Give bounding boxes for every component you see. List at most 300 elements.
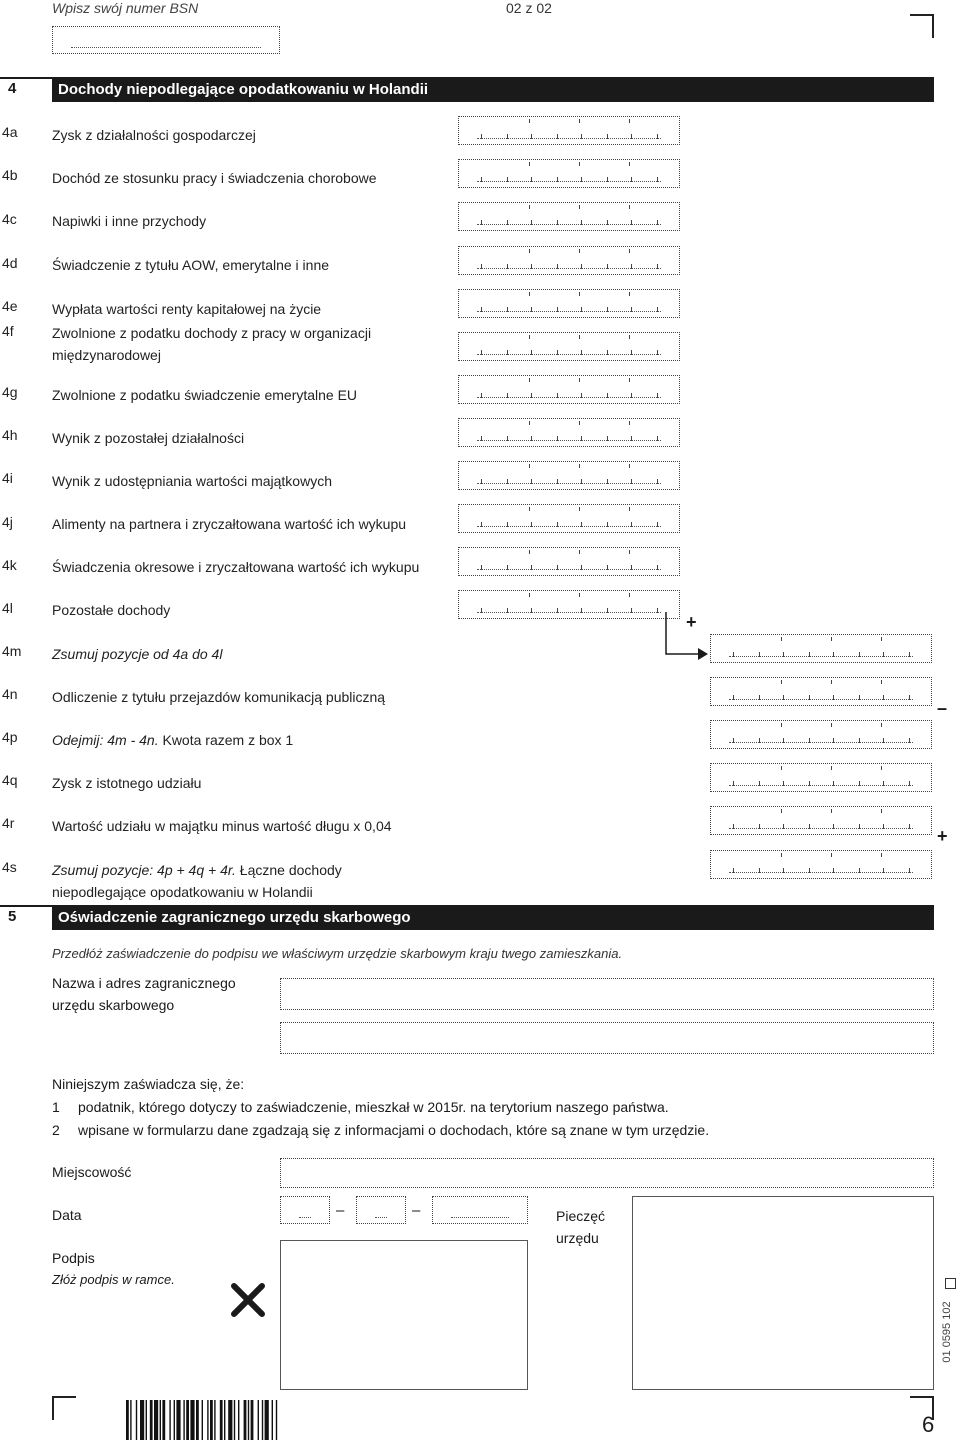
date-year-input[interactable] [432,1196,528,1224]
section-5-instruction: Przedłóż zaświadczenie do podpisu we właściwym urzędzie skarbowym kraju twego zamieszkania. [52,946,623,961]
field-tick [579,335,580,339]
field-tick [909,781,910,786]
field-tick [881,680,882,684]
barcode-bar [265,1400,269,1440]
certifies-text: Niniejszym zaświadcza się, że: [52,1076,245,1092]
field-tick [581,177,582,182]
row-label-text: Świadczenia okresowe i zryczałtowana wartość ich wykupu [52,559,420,575]
field-tick [831,809,832,813]
field-tick [481,350,482,355]
row-code-4h: 4h [2,427,18,443]
field-tick [759,868,760,873]
barcode-bar [186,1400,189,1440]
field-tick [881,723,882,727]
amount-input-4q[interactable] [710,763,932,792]
field-tick [629,335,630,339]
barcode-bar [146,1400,147,1440]
field-tick [631,393,632,398]
barcode-bar [214,1400,215,1440]
field-tick [781,809,782,813]
field-tick [657,350,658,355]
row-label-text: Wypłata wartości renty kapitałowej na życie [52,301,322,317]
row-label-4p [52,729,432,751]
field-tick [831,723,832,727]
field-tick [507,307,508,312]
field-tick [579,421,580,425]
row-label-text: Świadczenie z tytułu AOW, emerytalne i inne [52,257,330,273]
field-tick [883,824,884,829]
field-tick [579,593,580,597]
field-tick [781,766,782,770]
field-tick [629,507,630,511]
amount-input-4g[interactable] [458,375,680,404]
field-tick [507,608,508,613]
row-label-text: Zsumuj pozycje od 4a do 4l [52,646,223,662]
field-tick [657,393,658,398]
amount-input-4r[interactable] [710,806,932,835]
field-tick [507,134,508,139]
field-tick [579,205,580,209]
field-tick [481,436,482,441]
office-label: Nazwa i adres zagranicznego urzędu skarbowego [52,975,236,1013]
plus-sign-4l: + [686,612,697,632]
field-tick [579,507,580,511]
amount-input-4s[interactable] [710,850,932,879]
signature-cross-icon [228,1280,270,1320]
field-tick [557,393,558,398]
row-label-text: Napiwki i inne przychody [52,213,207,229]
row-label-text: Pozostałe dochody [52,602,171,618]
barcode-bar [174,1400,175,1440]
amount-input-4f[interactable] [458,332,680,361]
corner-mark-top-right [910,14,934,38]
row-code-4s: 4s [2,859,17,875]
row-label-4j [52,513,432,535]
bsn-input[interactable] [52,26,280,54]
row-label-text: Zwolnione z podatku dochody z pracy w organizacji międzynarodowej [52,325,372,363]
field-tick [629,249,630,253]
row-code-4d: 4d [2,255,18,271]
barcode-bar [154,1400,158,1440]
field-tick [629,593,630,597]
row-label-4n [52,686,432,708]
corner-mark-bottom-left [52,1396,76,1420]
field-tick [481,608,482,613]
field-tick [629,119,630,123]
date-label: Data [52,1207,82,1223]
field-tick [881,809,882,813]
amount-input-4k[interactable] [458,547,680,576]
field-tick [809,868,810,873]
row-code-4g: 4g [2,384,18,400]
barcode-bar [136,1400,137,1440]
field-tick [557,220,558,225]
field-tick [631,307,632,312]
barcode-bar [262,1400,263,1440]
statement-1-text: podatnik, którego dotyczy to zaświadczenie, mieszkał w 2015r. na terytorium naszego państwa. [78,1099,669,1115]
office-address-input[interactable] [280,1022,934,1054]
stamp-area[interactable] [632,1196,934,1390]
field-tick [909,695,910,700]
field-tick [581,393,582,398]
form-code-text: 01 0595 102 [941,1301,953,1363]
date-separator-2: – [412,1202,421,1219]
field-tick [529,249,530,253]
field-tick [579,378,580,382]
field-tick [581,608,582,613]
field-tick [531,220,532,225]
field-tick [833,824,834,829]
field-tick [831,637,832,641]
barcode [126,1400,354,1440]
field-tick [531,436,532,441]
barcode-bar [238,1400,239,1440]
barcode-bar [202,1400,203,1440]
row-label-text: Wynik z pozostałej działalności [52,430,245,446]
barcode-bar [248,1400,249,1440]
field-tick [631,608,632,613]
barcode-bar [169,1400,170,1440]
field-tick [859,868,860,873]
field-tick [607,522,608,527]
amount-input-4l[interactable] [458,590,680,619]
page-indicator: 02 z 02 [506,0,552,16]
field-tick [581,522,582,527]
amount-input-4p[interactable] [710,720,932,749]
barcode-bar [183,1400,184,1440]
field-tick [657,307,658,312]
field-tick [831,680,832,684]
field-tick [657,134,658,139]
bsn-label: Wpisz swój numer BSN [52,0,199,16]
field-tick [481,264,482,269]
field-tick [579,162,580,166]
field-tick [809,652,810,657]
field-tick [759,781,760,786]
field-tick [529,464,530,468]
row-label-instruction: Odejmij: 4m - 4n. [52,732,159,748]
field-tick [529,593,530,597]
field-tick [581,307,582,312]
field-tick [531,479,532,484]
place-label: Miejscowość [52,1164,132,1180]
page-number: 6 [922,1412,935,1437]
signature-area[interactable] [280,1240,528,1390]
barcode-bar [160,1400,161,1440]
field-tick [783,868,784,873]
row-label-4i [52,470,432,492]
field-tick [833,781,834,786]
row-code-4e: 4e [2,298,18,314]
row-code-4p: 4p [2,729,18,745]
field-tick [629,205,630,209]
field-tick [579,550,580,554]
field-tick [733,695,734,700]
field-tick [781,853,782,857]
row-label-text: Dochód ze stosunku pracy i świadczenia chorobowe [52,170,377,186]
field-tick [507,479,508,484]
signature-hint: Złóż podpis w ramce. [52,1272,175,1287]
field-tick [581,479,582,484]
row-label-4k [52,556,432,578]
field-tick [909,738,910,743]
field-tick [629,464,630,468]
field-tick [783,824,784,829]
section-5-number: 5 [8,908,17,925]
field-tick [529,378,530,382]
field-tick [859,652,860,657]
barcode-bar [130,1400,131,1440]
row-label-4a [52,124,432,146]
amount-input-4c[interactable] [458,202,680,231]
row-label-4f [52,322,432,366]
barcode-bar [272,1400,273,1440]
field-tick [531,522,532,527]
signature-label: Podpis [52,1250,95,1266]
field-tick [557,565,558,570]
barcode-bar [234,1400,235,1440]
field-tick [733,738,734,743]
field-tick [481,565,482,570]
field-tick [529,507,530,511]
barcode-bar [224,1400,225,1440]
field-tick [631,565,632,570]
field-tick [733,868,734,873]
row-label-4g [52,384,432,406]
field-tick [557,436,558,441]
statement-2-number: 2 [52,1122,60,1138]
field-tick [833,738,834,743]
barcode-bar [276,1400,277,1440]
field-tick [631,220,632,225]
field-tick [529,335,530,339]
field-tick [581,565,582,570]
field-tick [629,292,630,296]
row-code-4m: 4m [2,643,22,659]
field-tick [607,479,608,484]
date-month-input[interactable] [356,1196,406,1224]
field-tick [529,421,530,425]
row-label-text: Alimenty na partnera i zryczałtowana wartość ich wykupu [52,516,407,532]
field-tick [607,565,608,570]
barcode-bar [251,1400,254,1440]
field-tick [607,350,608,355]
date-separator-1: – [336,1202,345,1219]
row-code-4r: 4r [2,815,15,831]
form-code [938,1280,958,1400]
field-tick [579,119,580,123]
field-tick [607,436,608,441]
field-tick [531,307,532,312]
row-code-4b: 4b [2,167,18,183]
field-tick [557,522,558,527]
field-tick [481,522,482,527]
field-tick [759,695,760,700]
field-tick [557,479,558,484]
field-tick [531,264,532,269]
place-input[interactable] [280,1158,934,1188]
row-code-4k: 4k [2,557,17,573]
field-tick [833,695,834,700]
statement-1-number: 1 [52,1099,60,1115]
barcode-bar [220,1400,223,1440]
field-tick [781,680,782,684]
row-code-4a: 4a [2,124,18,140]
amount-input-4e[interactable] [458,289,680,318]
field-tick [909,652,910,657]
field-tick [507,220,508,225]
field-tick [883,781,884,786]
field-tick [607,177,608,182]
field-tick [883,868,884,873]
field-tick [481,220,482,225]
field-tick [629,162,630,166]
field-tick [581,134,582,139]
field-tick [631,522,632,527]
field-tick [657,264,658,269]
field-tick [581,350,582,355]
row-label-4s [52,859,432,903]
field-tick [531,393,532,398]
field-tick [607,307,608,312]
amount-input-4a[interactable] [458,116,680,145]
field-tick [781,723,782,727]
field-tick [607,220,608,225]
row-label-text: Zysk z istotnego udziału [52,775,202,791]
field-tick [781,637,782,641]
amount-input-4n[interactable] [710,677,932,706]
barcode-bar [258,1400,259,1440]
barcode-bar [207,1400,208,1440]
field-tick [657,436,658,441]
row-code-4l: 4l [2,600,13,616]
field-tick [733,824,734,829]
field-tick [833,652,834,657]
section-5-title: Oświadczenie zagranicznego urzędu skarbowego [52,905,934,930]
field-tick [557,134,558,139]
barcode-bar [126,1400,129,1440]
field-tick [809,824,810,829]
row-code-4q: 4q [2,772,18,788]
field-tick [529,119,530,123]
field-tick [531,134,532,139]
field-tick [783,695,784,700]
field-tick [579,464,580,468]
field-tick [507,436,508,441]
row-label-4b [52,167,432,189]
field-tick [759,824,760,829]
field-tick [759,652,760,657]
amount-input-4h[interactable] [458,418,680,447]
field-tick [783,652,784,657]
barcode-bar [176,1400,180,1440]
field-tick [481,479,482,484]
field-tick [657,522,658,527]
field-tick [631,436,632,441]
field-tick [809,738,810,743]
row-label-4e [52,298,432,320]
row-code-4i: 4i [2,470,13,486]
field-tick [631,177,632,182]
row-label-text: Zysk z działalności gospodarczej [52,127,256,143]
barcode-bar [244,1400,247,1440]
row-label-4d [52,254,432,276]
barcode-bar [196,1400,199,1440]
field-tick [557,264,558,269]
field-tick [557,307,558,312]
row-code-4n: 4n [2,686,18,702]
row-label-4r [52,815,432,837]
field-tick [809,695,810,700]
field-tick [783,738,784,743]
barcode-bar [162,1400,165,1440]
statement-2-text: wpisane w formularzu dane zgadzają się z informacjami o dochodach, które są znane w tym urzędzie. [78,1122,710,1138]
date-day-input[interactable] [280,1196,330,1224]
field-tick [881,853,882,857]
field-tick [859,738,860,743]
field-tick [629,421,630,425]
section-4-title: Dochody niepodlegające opodatkowaniu w Holandii [52,77,934,102]
field-tick [557,177,558,182]
field-tick [859,824,860,829]
field-tick [507,522,508,527]
row-code-4c: 4c [2,211,17,227]
field-tick [657,479,658,484]
amount-input-4j[interactable] [458,504,680,533]
field-tick [481,393,482,398]
field-tick [909,824,910,829]
section-4-number: 4 [8,80,17,97]
row-label-4h [52,427,432,449]
field-tick [507,264,508,269]
field-tick [581,220,582,225]
field-tick [657,220,658,225]
field-tick [557,350,558,355]
barcode-bar [210,1400,213,1440]
field-tick [607,264,608,269]
field-tick [529,205,530,209]
field-tick [631,350,632,355]
amount-input-4i[interactable] [458,461,680,490]
row-label-4q [52,772,432,794]
field-tick [507,350,508,355]
field-tick [507,565,508,570]
field-tick [607,608,608,613]
sum-arrow-icon [664,612,714,662]
field-tick [579,292,580,296]
field-tick [481,134,482,139]
field-tick [481,307,482,312]
field-tick [581,436,582,441]
amount-input-4d[interactable] [458,246,680,275]
field-tick [657,565,658,570]
field-tick [481,177,482,182]
field-tick [881,766,882,770]
amount-input-4b[interactable] [458,159,680,188]
row-code-4j: 4j [2,514,13,530]
office-name-input[interactable] [280,978,934,1010]
field-tick [531,177,532,182]
row-label-text: Odliczenie z tytułu przejazdów komunikacją publiczną [52,689,386,705]
amount-input-4m[interactable] [710,634,932,663]
row-label-text: Wartość udziału w majątku minus wartość długu x 0,04 [52,818,392,834]
field-tick [657,177,658,182]
field-tick [629,550,630,554]
field-tick [629,378,630,382]
field-tick [557,608,558,613]
field-tick [507,177,508,182]
field-tick [859,695,860,700]
